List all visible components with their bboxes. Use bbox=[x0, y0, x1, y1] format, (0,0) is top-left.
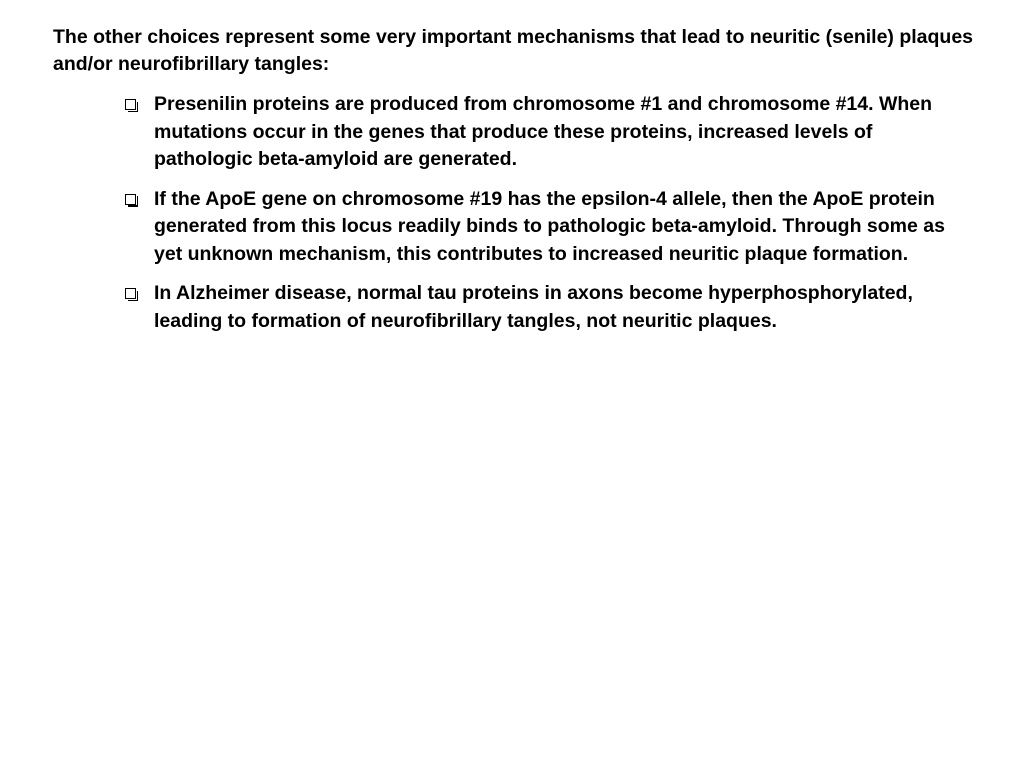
list-item bbox=[121, 280, 961, 335]
list-item bbox=[121, 91, 961, 174]
bullet-text: Presenilin proteins are produced from chromosome #1 and chromosome #14. When mutations occur in the genes that produce these proteins, increased levels of pathologic beta-amyloid are generated. bbox=[154, 93, 933, 170]
bullet-text: If the ApoE gene on chromosome #19 has the epsilon-4 allele, then the ApoE protein generated from this locus readily binds to pathologic beta-amyloid. Through some as yet unknown mechanism, this contributes to increased neuritic plaque formation. bbox=[154, 187, 945, 265]
bullet-list bbox=[121, 91, 961, 347]
checkbox-square-icon bbox=[125, 194, 136, 205]
checkbox-square-icon bbox=[125, 99, 136, 110]
bullet-text: In Alzheimer disease, normal tau proteins in axons become hyperphosphorylated, leading to formation of neurofibrillary tangles, not neuritic plaques. bbox=[154, 282, 913, 332]
checkbox-square-icon bbox=[125, 288, 136, 299]
list-item bbox=[121, 186, 961, 269]
intro-text: The other choices represent some very important mechanisms that lead to neuritic (senile) plaques and/or neurofibrillary tangles: bbox=[53, 26, 974, 75]
